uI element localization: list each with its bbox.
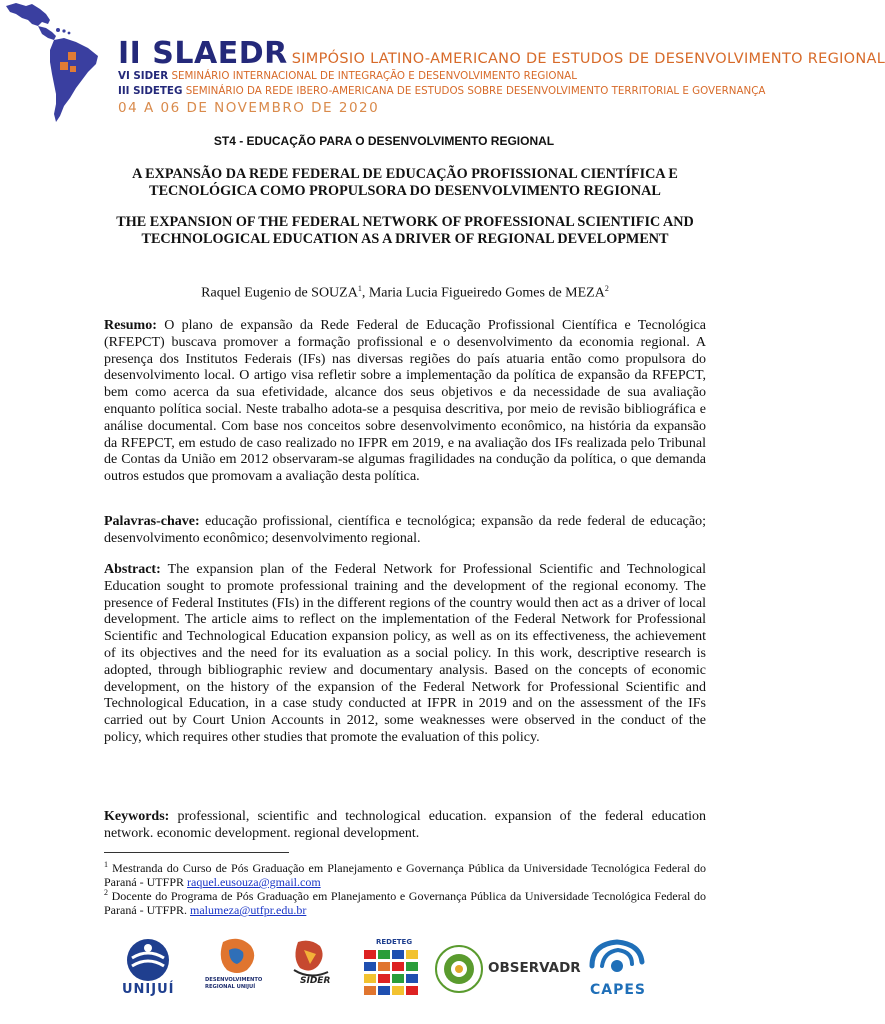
footnote-2-number: 2 [104, 888, 108, 897]
footnote-divider [104, 852, 289, 853]
redeteg-flags-icon [360, 944, 422, 1004]
redeteg-label: REDETEG [376, 938, 413, 946]
footnote-1 [104, 858, 706, 889]
palavras-chave-text: educação profissional, científica e tecnológica; expansão da rede federal de educação; desenvolvimento econômico; desenvolvimento regional. [104, 514, 706, 546]
footnote-2-email-link[interactable]: malumeza@utfpr.edu.br [190, 903, 307, 917]
capes-label: CAPES [590, 982, 647, 998]
sider-name: SEMINÁRIO INTERNACIONAL DE INTEGRAÇÃO E DESENVOLVIMENTO REGIONAL [171, 70, 577, 82]
abstract-label: Abstract: [104, 562, 161, 577]
footnote-1-email-link[interactable]: raquel.eusouza@gmail.com [187, 875, 321, 889]
capes-emblem-icon [582, 936, 652, 984]
title-portuguese: A EXPANSÃO DA REDE FEDERAL DE EDUCAÇÃO PROFISSIONAL CIENTÍFICA E TECNOLÓGICA COMO PROPULSORA DO DESENVOLVIMENTO REGIONAL [132, 166, 678, 199]
event-full-name: SIMPÓSIO LATINO-AMERICANO DE ESTUDOS DE DESENVOLVIMENTO REGIONAL [291, 51, 885, 67]
abstract-text: The expansion plan of the Federal Network for Professional Scientific and Technological Education sought to promote professional training and the development of the regional economy. The presence of Federal Institutes (FIs) in the different regions of the country would then act as a driver of local development. The article aims to reflect on the implementation of the Federal Network for Professional Scientific and Technological Education expansion policy, as well as on its effectiveness, the achievement of its objectives and the need for its evaluation as a social policy. In this work, descriptive research is adopted, through bibliographic review and documentary analysis. Based on the concepts of economic development, on the history of the expansion of the Federal Network for Professional Scientific and Technological Education, in a case study conducted at IFPR in 2019 and on the assessment of the IFs carried out by Court Union Accounts in 2012, some weaknesses were observed in the conduct of the policy, which requires other studies that promote the evaluation of this policy. [104, 562, 706, 745]
footnote-2 [104, 886, 706, 917]
author-separator: , [361, 285, 366, 301]
footnote-2-text: Docente do Programa de Pós Graduação em Planejamento e Governança Pública da Universidade Tecnológica Federal do Paraná - UTFPR. [104, 889, 706, 917]
sideteg-name: SEMINÁRIO DA REDE IBERO-AMERICANA DE ESTUDOS SOBRE DESENVOLVIMENTO TERRITORIAL E GOVERNANÇA [185, 85, 766, 97]
author-2-footnote-mark: 2 [604, 284, 609, 293]
keywords-paragraph [104, 809, 706, 843]
desenvolvimento-regional-label [205, 977, 262, 990]
footnote-1-text: Mestranda do Curso de Pós Graduação em Planejamento e Governança Pública da Universidade Tecnológica Federal do Paraná - UTFPR [104, 861, 706, 889]
title-english: THE EXPANSION OF THE FEDERAL NETWORK OF PROFESSIONAL SCIENTIFIC AND TECHNOLOGICAL EDUCATION AS A DRIVER OF REGIONAL DEVELOPMENT [116, 214, 694, 247]
sider-label: SIDER [300, 976, 331, 986]
desenvolvimento-regional-icon [203, 936, 271, 978]
sideteg-acronym: III SIDETEG [118, 85, 183, 97]
latin-america-map-logo [2, 0, 122, 125]
desenvolvimento-regional-logo [203, 936, 271, 1002]
author-2: Maria Lucia Figueiredo Gomes de MEZA [368, 285, 605, 301]
sider-logo [280, 936, 342, 1002]
resumo-label: Resumo: [104, 318, 157, 333]
event-title-line [118, 36, 885, 71]
session-label: ST4 - EDUCAÇÃO PARA O DESENVOLVIMENTO REGIONAL [213, 134, 555, 148]
resumo-paragraph [104, 318, 706, 486]
observatorio-logo [434, 944, 484, 996]
desenvolvimento-regional-line2: REGIONAL UNIJUÍ [205, 983, 256, 990]
unijui-label: UNIJUÍ [122, 982, 175, 997]
event-acronym: II SLAEDR [118, 36, 288, 71]
event-subtitle-sider [118, 70, 577, 82]
keywords-label: Keywords: [104, 809, 170, 824]
unijui-logo [122, 936, 174, 998]
redeteg-logo [360, 936, 422, 1002]
observatorio-emblem-icon [434, 944, 484, 994]
desenvolvimento-regional-line1: DESENVOLVIMENTO [205, 977, 263, 983]
capes-logo [582, 936, 652, 1002]
conference-header [0, 0, 885, 125]
palavras-chave-paragraph [104, 514, 706, 548]
unijui-emblem-icon [122, 936, 174, 984]
event-subtitle-sideteg [118, 85, 765, 97]
footnote-1-number: 1 [104, 860, 108, 869]
observadr-label: OBSERVADR [488, 960, 581, 976]
event-dates: 04 A 06 DE NOVEMBRO DE 2020 [118, 100, 380, 116]
sider-acronym: VI SIDER [118, 70, 169, 82]
observadr-logo [488, 960, 581, 976]
authors-line [0, 284, 810, 302]
resumo-text: O plano de expansão da Rede Federal de Educação Profissional Científica e Tecnológica (RFEPCT) buscava promover a formação profissional e o desenvolvimento da economia regional. A presença dos Institutos Federais (IFs) nas diversas regiões do país atuaria então como propulsora do desenvolvimento local. O artigo visa refletir sobre a implementação da política de expansão da RFEPCT, bem como acerca da sua efetividade, alcance dos seus objetivos e da necessidade de sua avaliação enquanto política social. Neste trabalho adota-se a pesquisa descritiva, por meio de revisão bibliográfica e análise documental. Com base nos conceitos sobre desenvolvimento econômico, na história da expansão da RFEPCT, em estudo de caso realizado no IFPR em 2019, e na avaliação dos IFs realizada pelo Tribunal de Contas da União em 2012 observaram-se algumas fragilidades na condução da política, o que demanda outros estudos que promovam a avaliação desta política. [104, 318, 707, 485]
palavras-chave-label: Palavras-chave: [104, 514, 200, 529]
keywords-text: professional, scientific and technological education. expansion of the federal education network. economic development. regional development. [104, 809, 706, 841]
abstract-paragraph [104, 562, 706, 747]
author-1: Raquel Eugenio de SOUZA [201, 285, 358, 301]
author-1-footnote-mark: 1 [357, 284, 362, 293]
